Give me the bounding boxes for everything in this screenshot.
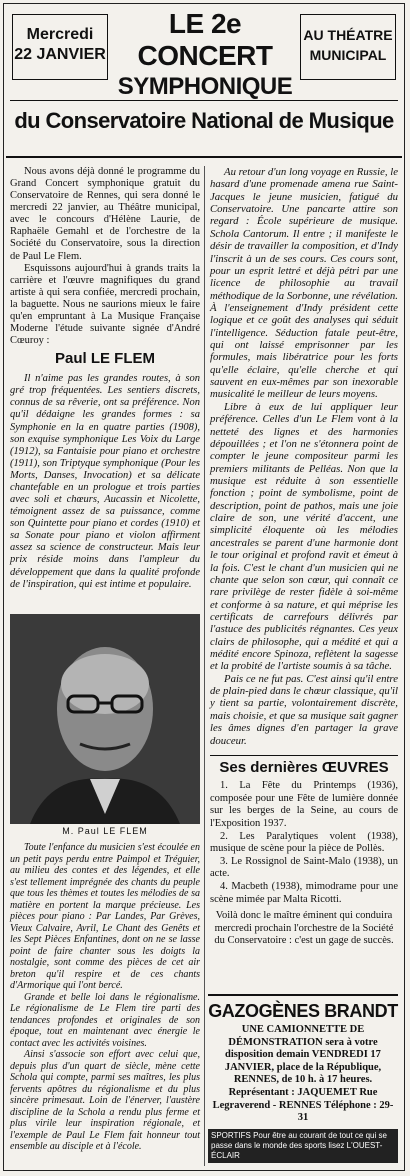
body-paragraph-5: Au retour d'un long voyage en Russie, le hasard d'une promenade amena rue Saint-Jacques le jeune musicien, fatigué du Conservatoire. Une pancarte attire son regard : École supérieure de musique. Schola Cantorum. Il entre ; il manifeste le désir de travailler la composition, et d'Indy l'inscrit à un de ses cours. Ces cours sont, pour un esprit lettré et déjà pétri par une licence de philosophie au travail méthodique de la Sorbonne, une révélation. À l'enseignement d'Indy président cette logique et ce goût des analyses qui séduit l'intelligence. Séduction fatale peut-être, qui ont laissé emprisonner par les formules, mais libératrice pour les forts qu'elle éclaire, qu'elle cherche et qui sauvent en eux-mêmes par son inexorable musicalité le meilleur de leurs moyens. [210, 166, 398, 401]
date-day: Mercredi [26, 26, 94, 43]
works-item: 2. Les Paralytiques volent (1938), musique de scène pour la pièce de Pollès. [210, 830, 398, 855]
venue-box [300, 14, 396, 80]
left-column [10, 166, 200, 591]
intro-paragraph-1: Nous avons déjà donné le programme du Grand Concert symphonique gratuit du Conservatoire de Rennes, qui sera donné le mercredi 22 janvier, au Théâtre municipal, avec le concours d'Hélène Laurie, de Raphaële Gemahl et de l'orchestre de la Société du Conservatoire, sous la direction de Paul Le Flem. [10, 166, 200, 262]
date-text: 22 JANVIER [14, 46, 106, 63]
portrait-image [10, 614, 200, 824]
headline [110, 8, 300, 102]
left-column-lower [10, 842, 200, 1153]
byline: Paul LE FLEM [54, 350, 155, 368]
works-item: 3. Le Rossignol de Saint-Malo (1938), un acte. [210, 855, 398, 880]
venue-line1: AU THÉATRE [303, 27, 393, 43]
right-column [210, 166, 398, 952]
works-item: 4. Macbeth (1938), mimodrame pour une scène mimée par Malta Ricotti. [210, 881, 398, 905]
ad-brand: GAZOGÈNES BRANDT [208, 1001, 398, 1021]
works-item: 1. La Fête du Printemps (1936), composée pour une Fête de lumière donnée sur les berges de la Seine, au cours de l'Exposition 1937. [210, 780, 398, 830]
column-divider [204, 166, 205, 1166]
body-paragraph-4-start: Ainsi s'associe son effort avec celui que, depuis plus d'un quart de siècle, mène cette Schola qui compte, parmi ses maîtres, les plus fervents apôtres du régionalisme et du plus sincère primesaut. Loin de l'énerver, l'austère discipline de la Schola a rendu plus ferme et plus virile leur inspiration régionale, et l'exemple de Paul Le Flem fait honneur tout ensemble au disciple et à l'école. [10, 1049, 200, 1152]
works-closing: Voilà donc le maître éminent qui conduira mercredi prochain l'orchestre de la Société du Conservatoire : c'est un gage de succès. [214, 910, 394, 947]
ad-footer: SPORTIFS Pour être au courant de tout ce qui se passe dans le monde des sports lisez L'OUEST-ÉCLAIR [208, 1129, 398, 1163]
body-paragraph-1: Il n'aime pas les grandes routes, à son gré trop fréquentées. Les sentiers discrets, connus de sa rêverie, ont sa préférence. Non qu'il dédaigne les grandes formes : sa Symphonie en la en quatre parties (1908), son exquise symphonique Les Voix du Large (1912), sa Fantaisie pour piano et orchestre (1911), son Triptyque symphonique (Pour les Morts, Danses, Invocation) et sa délicate chantefable en un prologue et trois parties avec soli et chœurs, Aucassin et Nicolette, témoignent assez de sa puissance, comme son Quintette pour piano et cordes (1910) et sa Sonate pour piano et violon affirment assez sa science de constructeur. Mais leur prix réside moins dans l'ampleur du développement que dans la qualité profonde de l'inspiration, qui est intime et populaire. [10, 373, 200, 590]
headline-line1: LE 2e CONCERT [137, 8, 273, 71]
portrait-photo [10, 614, 200, 824]
newspaper-page [3, 3, 405, 1171]
date-box [12, 14, 108, 80]
works-heading: Ses dernières ŒUVRES [210, 755, 398, 774]
intro-paragraph-2: Esquissons aujourd'hui à grands traits la carrière et l'œuvre magnifiques du grand artiste à qui sera confiée, mercredi prochain, la baguette. Nous ne saurions mieux le faire qu'en empruntant à La Musique Française Moderne l'étude suivante signée d'André Cœuroy : [10, 262, 200, 347]
article-header [6, 6, 402, 158]
photo-caption: M. Paul LE FLEM [62, 826, 148, 836]
body-paragraph-2: Toute l'enfance du musicien s'est écoulée en un petit pays perdu entre Paimpol et Tréguier, au milieu des contes et des légendes, et elle s'est tellement imprégnée des chants du peuple que tous les thèmes et toutes les mélodies de sa matière en portent la marque précieuse. Les pièces pour piano : Par Landes, Par Grèves, Vieux Calvaire, Avril, Le Chant des Genêts et les Sept Pièces Enfantines, dont on ne se lasse point de faire chanter sous les doigts la nostalgie, sont comme des pièces de cet air breton qu'il respire et de ces chants d'Armorique qui l'ont bercé. [10, 842, 200, 991]
body-paragraph-3: Grande et belle loi dans le régionalisme. Le régionalisme de Le Flem tire parti des tendances profondes et originales de son époque, tout en maintenant avec énergie le contact avec les activités voisines. [10, 991, 200, 1049]
subheadline: du Conservatoire National de Musique [10, 100, 398, 141]
advertisement [208, 994, 398, 1163]
body-paragraph-7: Pais ce ne fut pas. C'est ainsi qu'il entre de plain-pied dans le chœur classique, qu'il y tient sa partie, volontairement discrète, mais choisie, et que sa musique sait gagner les âmes dignes d'en partager la grave douceur. [210, 672, 398, 747]
ad-body: UNE CAMIONNETTE DE DÉMONSTRATION sera à votre disposition demain VENDREDI 17 JANVIER, place de la République, RENNES, de 10 h. à 17 heures. Représentant : JAQUEMET Rue Legraverend - RENNES Téléphone : 29-31 [212, 1024, 394, 1124]
works-list [210, 780, 398, 948]
venue-line2: MUNICIPAL [309, 47, 387, 63]
headline-line2: SYMPHONIQUE [117, 73, 293, 100]
body-paragraph-6: Libre à eux de lui appliquer leur préférence. Celles d'un Le Flem vont à la netteté des lignes et des harmonies dépouillées ; et l'on ne s'étonnera point de compter le jeune compositeur parmi les premiers militants de Pelléas. Non que la musique est réduite à son essentielle fonction ; point de symbolisme, point de description, point de pathos, mais une joie claire de son, une vérité d'accent, une simplicité éloquente où les mélodies ancestrales se parent d'une harmonie dont le tour original et profond ravit et émeut à la fois. C'est le chant d'un musicien qui ne chante que selon son cœur, qui connaît ce rare privilège de rester fidèle à soi-même et conforme à sa nature, et qui méprise les certificats de carrefours délivrés par l'astuce des publicités régnantes. Ces yeux clairs de philosophe, qui a médité et qui a médité encore Spinoza, reflètent la sagesse et la probité de l'artiste soumis à sa tâche. [210, 400, 398, 673]
